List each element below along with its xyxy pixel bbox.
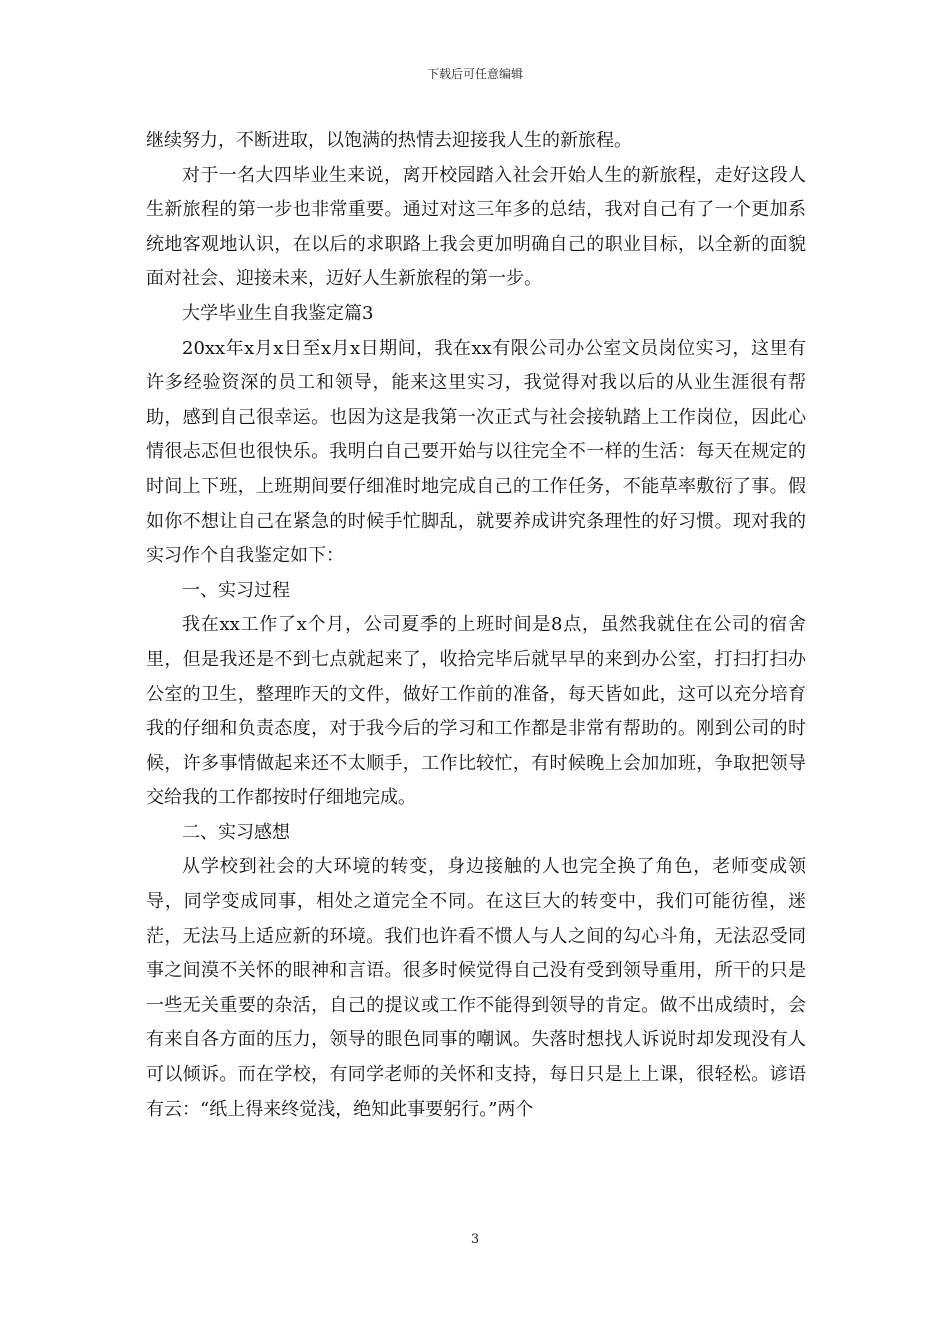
paragraph-thoughts: 从学校到社会的大环境的转变，身边接触的人也完全换了角色，老师变成领导，同学变成同事，相处之道完全不同。在这巨大的转变中，我们可能彷徨，迷茫，无法马上适应新的环境。我们也许看不惯人与人之间的勾心斗角，无法忍受同事之间漠不关怀的眼神和言语。很多时候觉得自己没有受到领导重用，所干的只是一些无关重要的杂活，自己的提议或工作不能得到领导的肯定。做不出成绩时，会有来自各方面的压力，领导的眼色同事的嘲讽。失落时想找人诉说时却发现没有人可以倾诉。而在学校，有同学老师的关怀和支持，每日只是上上课，很轻松。谚语有云：“纸上得来终觉浅，绝知此事要躬行。”两个 xyxy=(146,856,806,1120)
subheading-internship-thoughts: 二、实习感想 xyxy=(182,821,290,843)
paragraph-continuation: 继续努力，不断进取，以饱满的热情去迎接我人生的新旅程。 xyxy=(146,130,632,151)
subheading-internship-process: 一、实习过程 xyxy=(182,579,290,601)
paragraph-summary: 对于一名大四毕业生来说，离开校园踏入社会开始人生的新旅程，走好这段人生新旅程的第一步也非常重要。通过对这三年多的总结，我对自己有了一个更加系统地客观地认识，在以后的求职路上我会更加明确自己的职业目标，以全新的面貌面对社会、迎接未来，迈好人生新旅程的第一步。 xyxy=(146,164,806,290)
document-body xyxy=(146,124,806,1127)
page-number: 3 xyxy=(470,1232,480,1247)
page-header: 下载后可任意编辑 xyxy=(426,67,523,81)
section-title: 大学毕业生自我鉴定篇3 xyxy=(182,302,374,324)
paragraph-intro: 20xx年x月x日至x月x日期间，我在xx有限公司办公室文员岗位实习，这里有许多经验资深的员工和领导，能来这里实习，我觉得对我以后的从业生涯很有帮助，感到自己很幸运。也因为这是我第一次正式与社会接轨踏上工作岗位，因此心情很忐忑但也很快乐。我明白自己要开始与以往完全不一样的生活：每天在规定的时间上下班，上班期间要仔细准时地完成自己的工作任务，不能草率敷衍了事。假如你不想让自己在紧急的时候手忙脚乱，就要养成讲究条理性的好习惯。现对我的实习作个自我鉴定如下： xyxy=(146,337,806,567)
paragraph-process: 我在xx工作了x个月，公司夏季的上班时间是8点，虽然我就住在公司的宿舍里，但是我还是不到七点就起来了，收拾完毕后就早早的来到办公室，打扫打扫办公室的卫生，整理昨天的文件，做好工作前的准备，每天皆如此，这可以充分培育我的仔细和负责态度，对于我今后的学习和工作都是非常有帮助的。刚到公司的时候，许多事情做起来还不太顺手，工作比较忙，有时候晚上会加加班，争取把领导交给我的工作都按时仔细地完成。 xyxy=(146,614,806,809)
